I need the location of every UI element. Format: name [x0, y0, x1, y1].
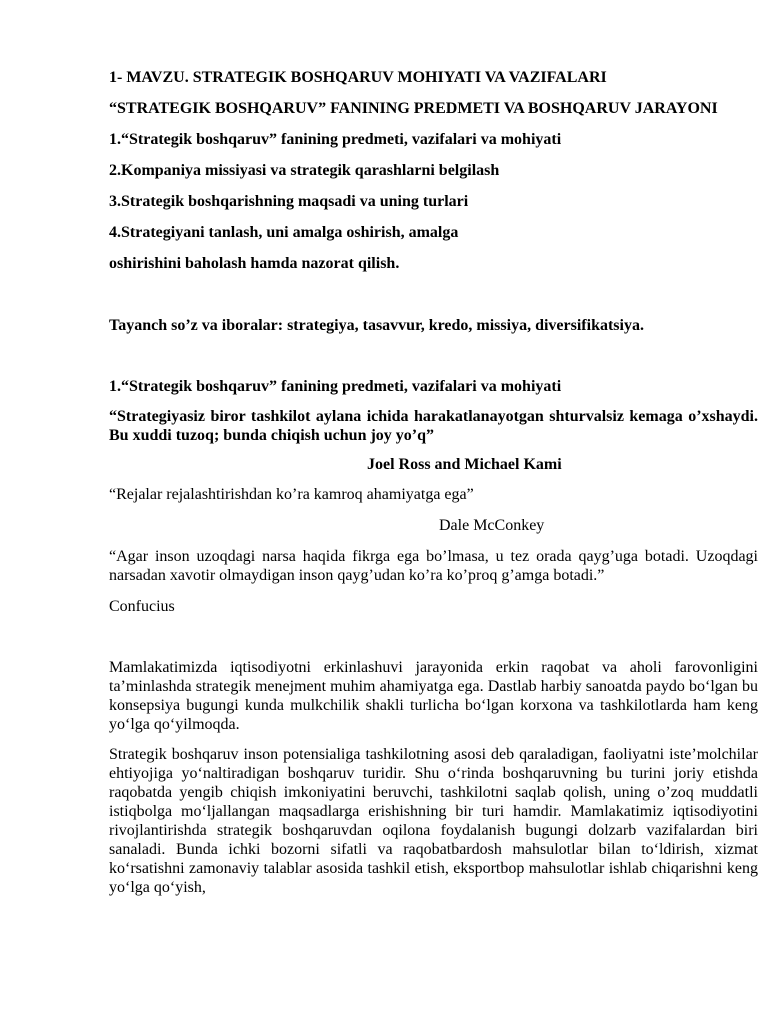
document-subtitle: “STRATEGIK BOSHQARUV” FANINING PREDMETI VA BOSHQARUV JARAYONI	[109, 100, 718, 117]
document-page	[109, 68, 758, 897]
epigraph-quote: “Rejalar rejalashtirishdan ko’ra kamroq ahamiyatga ega”	[109, 486, 474, 503]
epigraph-author: Dale McConkey	[439, 517, 545, 534]
epigraph-quote: “Strategiyasiz biror tashkilot aylana ichida harakatlanayotgan shturvalsiz kemaga o’xshaydi. Bu xuddi tuzoq; bunda chiqish uchun joy yo’q”	[109, 408, 758, 444]
epigraph-author: Confucius	[109, 598, 175, 615]
topic-item: 3.Strategik boshqarishning maqsadi va uning turlari	[109, 193, 469, 210]
document-title: 1- MAVZU. STRATEGIK BOSHQARUV MOHIYATI VA VAZIFALARI	[109, 69, 607, 86]
epigraph-author: Joel Ross and Michael Kami	[367, 456, 562, 473]
body-paragraph: Mamlakatimizda iqtisodiyotni erkinlashuvi jarayonida erkin raqobat va aholi farovonligini ta’minlashda strategik menejment muhim ahamiyatga ega. Dastlab harbiy sanoatda paydo bo‘lgan bu konsepsiya bugungi kunda mulkchilik shakli turlicha bo‘lgan korxona va tashkilotlarda ham keng yo‘lga qo‘yilmoqda.	[109, 659, 758, 733]
epigraph-quote: “Agar inson uzoqdagi narsa haqida fikrga ega bo’lmasa, u tez orada qayg’uga botadi. Uzoqdagi narsadan xavotir olmaydigan inson qayg’udan ko’ra ko’proq g’amga botadi.”	[109, 548, 758, 584]
keywords-line: Tayanch so’z va iboralar: strategiya, tasavvur, kredo, missiya, diversifikatsiya.	[109, 317, 644, 334]
section-heading: 1.“Strategik boshqaruv” fanining predmeti, vazifalari va mohiyati	[109, 378, 562, 395]
topic-item: 4.Strategiyani tanlash, uni amalga oshirish, amalga	[109, 224, 459, 241]
topic-item: 2.Kompaniya missiyasi va strategik qarashlarni belgilash	[109, 162, 500, 179]
body-paragraph: Strategik boshqaruv inson potensialiga tashkilotning asosi deb qaraladigan, faoliyatni iste’molchilar ehtiyojiga yo‘naltiradigan boshqaruv turidir. Shu o‘rinda boshqaruvning bu turini joriy etishda raqobatda yengib chiqish imkoniyatini beruvchi, tashkilotni saqlab qolish, uning o’zoq muddatli istiqbolga mo‘ljallangan maqsadlarga erishishning bir turi hamdir. Mamlakatimiz iqtisodiyotini rivojlantirishda strategik boshqaruvdan oqilona foydalanish bugungi dolzarb vazifalardan biri sanaladi. Bunda ichki bozorni sifatli va raqobatbardosh mahsulotlar bilan to‘ldirish, xizmat ko‘rsatishni zamonaviy talablar asosida tashkil etish, eksportbop mahsulotlar ishlab chiqarishni keng yo‘lga qo‘yish,	[109, 746, 758, 896]
topic-item: oshirishini baholash hamda nazorat qilish.	[109, 255, 400, 272]
topic-item: 1.“Strategik boshqaruv” fanining predmeti, vazifalari va mohiyati	[109, 131, 562, 148]
